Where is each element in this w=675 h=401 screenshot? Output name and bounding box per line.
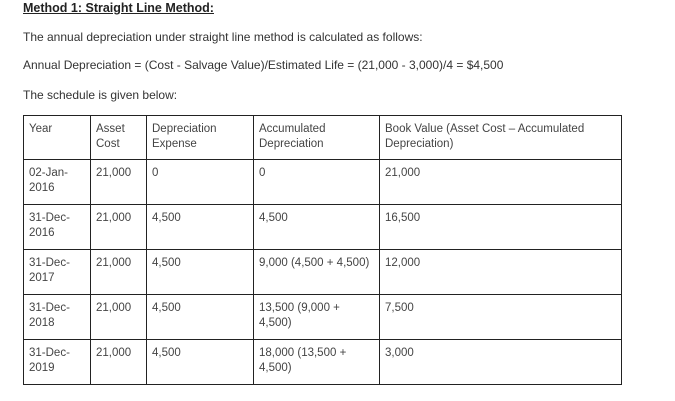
cell-book-value: 7,500 [380, 295, 622, 340]
header-book-value: Book Value (Asset Cost – Accumulated Depreciation) [380, 116, 622, 160]
cell-accumulated-depreciation: 13,500 (9,000 + 4,500) [254, 295, 380, 340]
header-accumulated-depreciation: Accumulated Depreciation [254, 116, 380, 160]
cell-year: 31-Dec-2017 [24, 250, 91, 295]
cell-depreciation-expense: 0 [147, 160, 254, 205]
table-row [24, 160, 622, 205]
header-year: Year [24, 116, 91, 160]
cell-depreciation-expense: 4,500 [147, 340, 254, 385]
cell-year: 31-Dec-2019 [24, 340, 91, 385]
cell-accumulated-depreciation: 0 [254, 160, 380, 205]
table-row [24, 250, 622, 295]
cell-year: 31-Dec-2018 [24, 295, 91, 340]
cell-accumulated-depreciation: 18,000 (13,500 + 4,500) [254, 340, 380, 385]
table-row [24, 205, 622, 250]
table-row [24, 295, 622, 340]
header-depreciation-expense: Depreciation Expense [147, 116, 254, 160]
cell-book-value: 12,000 [380, 250, 622, 295]
depreciation-schedule-table [23, 115, 622, 385]
table-header-row [24, 116, 622, 160]
cell-accumulated-depreciation: 9,000 (4,500 + 4,500) [254, 250, 380, 295]
cell-asset-cost: 21,000 [91, 205, 147, 250]
cell-accumulated-depreciation: 4,500 [254, 205, 380, 250]
header-asset-cost: Asset Cost [91, 116, 147, 160]
cell-asset-cost: 21,000 [91, 340, 147, 385]
schedule-intro-text: The schedule is given below: [23, 88, 178, 102]
table-row [24, 340, 622, 385]
cell-year: 02-Jan-2016 [24, 160, 91, 205]
cell-asset-cost: 21,000 [91, 295, 147, 340]
cell-asset-cost: 21,000 [91, 250, 147, 295]
cell-asset-cost: 21,000 [91, 160, 147, 205]
section-heading: Method 1: Straight Line Method: [23, 1, 214, 15]
cell-book-value: 16,500 [380, 205, 622, 250]
cell-depreciation-expense: 4,500 [147, 250, 254, 295]
cell-book-value: 3,000 [380, 340, 622, 385]
intro-text: The annual depreciation under straight line method is calculated as follows: [23, 30, 423, 44]
cell-depreciation-expense: 4,500 [147, 205, 254, 250]
cell-book-value: 21,000 [380, 160, 622, 205]
formula-text: Annual Depreciation = (Cost - Salvage Value)/Estimated Life = (21,000 - 3,000)/4 = $4,500 [23, 58, 504, 72]
cell-depreciation-expense: 4,500 [147, 295, 254, 340]
cell-year: 31-Dec-2016 [24, 205, 91, 250]
